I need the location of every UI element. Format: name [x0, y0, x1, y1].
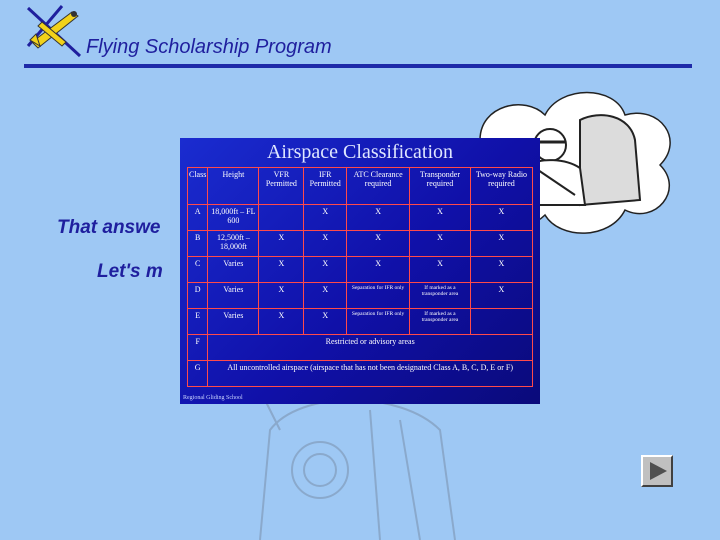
table-cell: X	[347, 231, 410, 257]
table-cell: C	[188, 257, 208, 283]
table-cell: X	[259, 283, 304, 309]
table-cell: X	[410, 257, 471, 283]
table-row	[188, 361, 533, 387]
table-cell: X	[304, 205, 347, 231]
table-cell: X	[470, 231, 532, 257]
table-row	[188, 283, 533, 309]
next-arrow-icon	[647, 460, 669, 482]
airspace-slide	[180, 138, 540, 404]
table-cell: D	[188, 283, 208, 309]
table-cell: A	[188, 205, 208, 231]
column-header: VFR Permitted	[259, 168, 304, 205]
table-cell: If marked as a transponder area	[410, 283, 471, 309]
body-text-line-2: Let's m	[97, 261, 163, 282]
table-cell: X	[304, 283, 347, 309]
table-cell: Separation for IFR only	[347, 309, 410, 335]
table-cell: X	[470, 257, 532, 283]
table-row	[188, 309, 533, 335]
table-cell: 12,500ft – 18,000ft	[208, 231, 259, 257]
table-cell	[259, 205, 304, 231]
table-cell: Restricted or advisory areas	[208, 335, 533, 361]
column-header: Height	[208, 168, 259, 205]
table-header-row	[188, 168, 533, 205]
table-row	[188, 205, 533, 231]
table-row	[188, 335, 533, 361]
table-row	[188, 231, 533, 257]
column-header: IFR Permitted	[304, 168, 347, 205]
column-header: Transponder required	[410, 168, 471, 205]
table-cell: E	[188, 309, 208, 335]
table-cell: Varies	[208, 309, 259, 335]
body-text-line-1: That answe	[57, 217, 161, 238]
table-cell: If marked as a transponder area	[410, 309, 471, 335]
table-cell: X	[304, 231, 347, 257]
table-cell: X	[304, 309, 347, 335]
table-cell: Varies	[208, 257, 259, 283]
column-header: ATC Clearance required	[347, 168, 410, 205]
table-cell: X	[410, 205, 471, 231]
table-row	[188, 257, 533, 283]
table-cell: F	[188, 335, 208, 361]
airspace-table	[187, 167, 533, 387]
table-cell: X	[259, 309, 304, 335]
slide-title: Airspace Classification	[266, 141, 454, 163]
table-cell: X	[259, 231, 304, 257]
table-cell: X	[304, 257, 347, 283]
next-button[interactable]	[641, 455, 673, 487]
table-cell: 18,000ft – FL 600	[208, 205, 259, 231]
airplane-logo-icon	[22, 2, 84, 60]
table-cell	[470, 309, 532, 335]
slide-footer: Regional Gliding School	[183, 395, 243, 401]
table-cell: Separation for IFR only	[347, 283, 410, 309]
table-cell: X	[470, 283, 532, 309]
column-header: Class	[188, 168, 208, 205]
table-cell: X	[470, 205, 532, 231]
header-divider	[24, 64, 692, 68]
page-title: Flying Scholarship Program	[86, 36, 332, 58]
table-cell: X	[410, 231, 471, 257]
table-cell: X	[347, 257, 410, 283]
column-header: Two-way Radio required	[470, 168, 532, 205]
table-cell: X	[259, 257, 304, 283]
table-cell: All uncontrolled airspace (airspace that has not been designated Class A, B, C, D, E or F)	[208, 361, 533, 387]
table-cell: Varies	[208, 283, 259, 309]
table-cell: G	[188, 361, 208, 387]
table-cell: X	[347, 205, 410, 231]
table-cell: B	[188, 231, 208, 257]
